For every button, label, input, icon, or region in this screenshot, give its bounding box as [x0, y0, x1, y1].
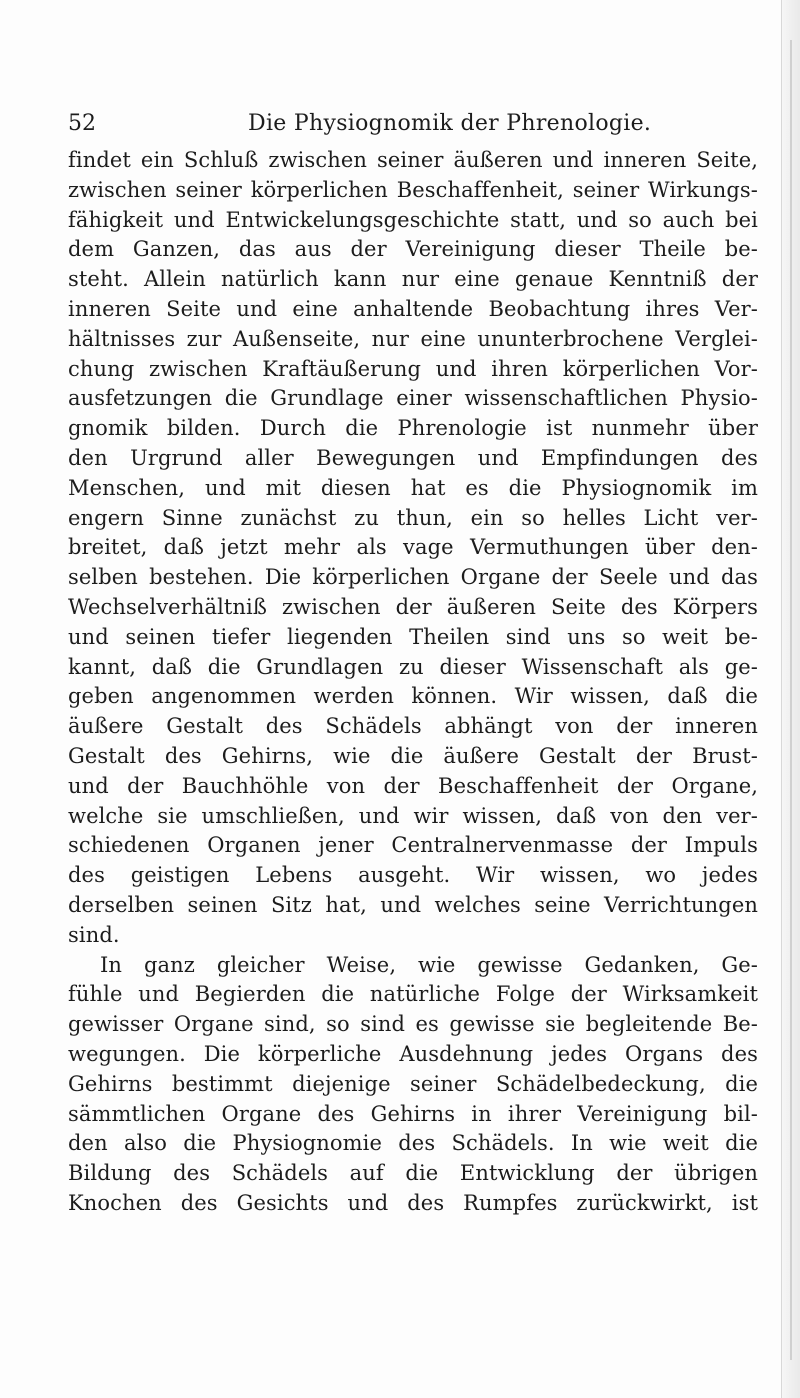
text-line: sind. [68, 922, 120, 947]
text-line: zwischen seiner körperlichen Beschaffenheit, seiner Wirkungs- [68, 177, 758, 202]
text-line: Bildung des Schädels auf die Entwicklung der übrigen [68, 1161, 758, 1186]
text-line: Knochen des Gesichts und des Rumpfes zurückwirkt, ist [68, 1190, 758, 1215]
text-line: gnomik bilden. Durch die Phrenologie ist nunmehr über [68, 416, 758, 441]
text-line: dem Ganzen, das aus der Vereinigung dieser Theile be- [68, 237, 758, 262]
page-number: 52 [68, 111, 96, 136]
text-line: hältnisses zur Außenseite, nur eine ununterbrochene Verglei- [68, 326, 758, 351]
text-line: In ganz gleicher Weise, wie gewisse Gedanken, Ge- [100, 952, 758, 977]
text-line: welche sie umschließen, und wir wissen, daß von den ver- [68, 803, 758, 828]
text-line: wegungen. Die körperliche Ausdehnung jedes Organs des [68, 1041, 758, 1066]
text-line: gewisser Organe sind, so sind es gewisse sie begleitende Be- [68, 1012, 758, 1037]
text-line: den also die Physiognomie des Schädels. In wie weit die [68, 1131, 758, 1156]
text-line: breitet, daß jetzt mehr als vage Vermuthungen über den- [68, 535, 758, 560]
text-line: chung zwischen Kraftäußerung und ihren körperlichen Vor- [68, 356, 758, 381]
text-line: den Urgrund aller Bewegungen und Empfindungen des [68, 445, 758, 470]
text-line: sämmtlichen Organe des Gehirns in ihrer Vereinigung bil- [68, 1101, 758, 1126]
text-line: und seinen tiefer liegenden Theilen sind uns so weit be- [68, 624, 758, 649]
running-head: Die Physiognomik der Phrenologie. [248, 111, 652, 136]
text-line: derselben seinen Sitz hat, und welches seine Verrichtungen [68, 892, 758, 917]
text-line: kannt, daß die Grundlagen zu dieser Wissenschaft als ge- [68, 654, 758, 679]
text-line: des geistigen Lebens ausgeht. Wir wissen, wo jedes [68, 863, 758, 888]
text-line: inneren Seite und eine anhaltende Beobachtung ihres Ver- [68, 296, 758, 321]
text-line: geben angenommen werden können. Wir wissen, daß die [68, 684, 758, 709]
text-line: findet ein Schluß zwischen seiner äußeren und inneren Seite, [68, 148, 758, 172]
text-line: Gehirns bestimmt diejenige seiner Schädelbedeckung, die [68, 1071, 758, 1096]
text-line: fähigkeit und Entwickelungsgeschichte statt, und so auch bei [68, 207, 758, 232]
text-line: Wechselverhältniß zwischen der äußeren Seite des Körpers [68, 594, 758, 619]
text-line: engern Sinne zunächst zu thun, ein so helles Licht ver- [68, 505, 758, 530]
text-line: äußere Gestalt des Schädels abhängt von der inneren [68, 714, 758, 739]
text-line: fühle und Begierden die natürliche Folge der Wirksamkeit [68, 982, 758, 1007]
text-line: und der Bauchhöhle von der Beschaffenheit der Organe, [68, 773, 758, 798]
text-line: Gestalt des Gehirns, wie die äußere Gestalt der Brust- [68, 743, 758, 768]
page-edge [781, 0, 800, 1398]
text-line: Menschen, und mit diesen hat es die Physiognomik im [68, 475, 758, 500]
text-line: schiedenen Organen jener Centralnervenmasse der Impuls [68, 833, 758, 858]
page-header [68, 108, 758, 140]
text-line: selben bestehen. Die körperlichen Organe der Seele und das [68, 565, 758, 590]
text-line: ausfetzungen die Grundlage einer wissenschaftlichen Physio- [68, 386, 758, 411]
text-line: steht. Allein natürlich kann nur eine genaue Kenntniß der [68, 267, 758, 292]
body-text [68, 146, 758, 1219]
